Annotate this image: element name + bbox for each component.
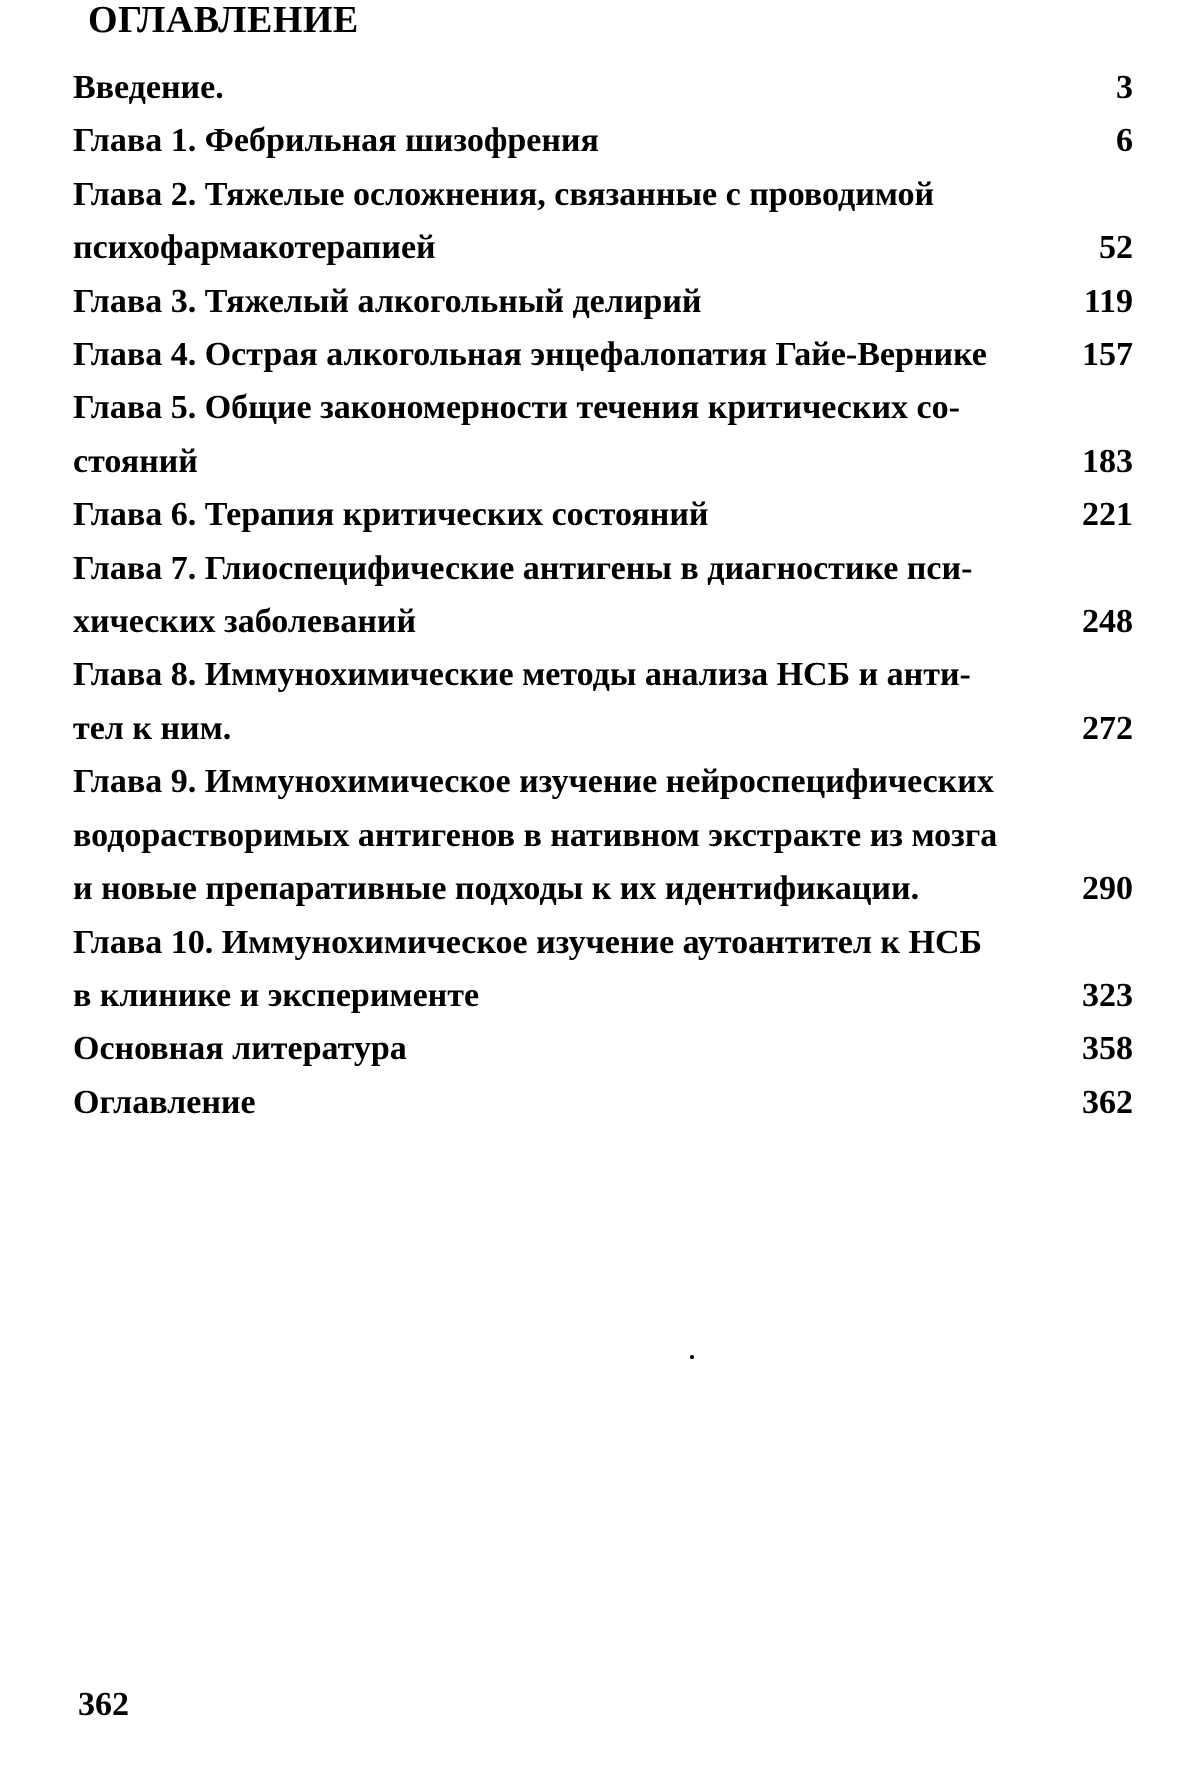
toc-entry-line: Введение. [73, 69, 224, 106]
toc-entry-page-number: 119 [1083, 282, 1133, 320]
toc-entry-title [73, 1022, 1033, 1075]
toc-entry-title [73, 61, 1033, 114]
toc-entry-title [73, 488, 1033, 541]
toc-entry-line: и новые препаративные подходы к их идентификации. [73, 870, 920, 908]
toc-entry-line: хических заболеваний [73, 603, 417, 641]
toc-entry-title [73, 1076, 1033, 1129]
toc-entry-title [73, 542, 1033, 649]
toc-entry-page-number: 6 [1116, 122, 1133, 160]
toc-entry-title [73, 328, 1033, 381]
toc-entry-title [73, 755, 1033, 915]
toc-entry-page-number: 272 [1082, 709, 1133, 747]
toc-entry [73, 275, 1133, 328]
toc-entry-title [73, 114, 1033, 167]
toc-entry [73, 1076, 1133, 1129]
toc-entry [73, 61, 1133, 114]
toc-entry [73, 648, 1133, 755]
toc-title: ОГЛАВЛЕНИЕ [88, 0, 359, 41]
toc-entry-title [73, 916, 1033, 1023]
toc-entry-line: психофармакотерапией [73, 229, 436, 267]
toc-entry-title [73, 381, 1033, 488]
toc-entry [73, 328, 1133, 381]
toc-entry-page-number: 323 [1082, 976, 1133, 1014]
toc-entry-line: Оглавление [73, 1083, 256, 1121]
toc-entry-line: Глава 10. Иммунохимическое изучение аутоантител к НСБ [73, 923, 983, 961]
toc-entry-line: Глава 9. Иммунохимическое изучение нейроспецифических [73, 763, 994, 801]
toc-entry-line: Глава 8. Иммунохимические методы анализа НСБ и анти- [73, 656, 971, 694]
toc-entry-line: в клинике и эксперименте [73, 976, 480, 1014]
toc-entry-line: тел к ним. [73, 709, 232, 747]
toc-entry-page-number: 248 [1082, 603, 1133, 641]
toc-entry-title [73, 168, 1033, 275]
toc-entry-page-number: 183 [1082, 442, 1133, 480]
toc-entry-title [73, 648, 1033, 755]
toc-entry [73, 381, 1133, 488]
toc-entry-line: Глава 2. Тяжелые осложнения, связанные с проводимой [73, 175, 935, 213]
toc-entry [73, 916, 1133, 1023]
toc-entry [73, 542, 1133, 649]
toc-entry-line: Глава 4. Острая алкогольная энцефалопатия Гайе-Вернике [73, 336, 987, 374]
toc-entry [73, 488, 1133, 541]
toc-entry [73, 168, 1133, 275]
toc-entry-page-number: 362 [1082, 1083, 1133, 1121]
print-speck [690, 1355, 694, 1359]
toc-entry [73, 114, 1133, 167]
toc-entry-line: Глава 1. Фебрильная шизофрения [73, 122, 599, 160]
toc-entry-page-number: 3 [1116, 69, 1133, 106]
toc-entry-line: стояний [73, 442, 198, 480]
toc-entry-page-number: 290 [1082, 870, 1133, 908]
toc-entry-line: водорастворимых антигенов в нативном экстракте из мозга [73, 816, 998, 854]
toc-entry-page-number: 221 [1082, 496, 1133, 534]
toc-entry-page-number: 157 [1082, 336, 1133, 374]
toc-entry [73, 1022, 1133, 1075]
toc-entry-line: Глава 3. Тяжелый алкогольный делирий [73, 282, 702, 320]
toc-entry-page-number: 52 [1099, 229, 1133, 267]
toc-entry-line: Основная литература [73, 1030, 407, 1068]
toc-entry [73, 755, 1133, 915]
page-number: 362 [78, 1686, 129, 1723]
toc-entry-page-number: 358 [1082, 1030, 1133, 1068]
toc-entry-line: Глава 5. Общие закономерности течения критических со- [73, 389, 960, 427]
toc-entry-line: Глава 6. Терапия критических состояний [73, 496, 709, 534]
toc-entry-line: Глава 7. Глиоспецифические антигены в диагностике пси- [73, 549, 973, 587]
toc-list [73, 61, 1133, 1129]
toc-entry-title [73, 275, 1033, 328]
